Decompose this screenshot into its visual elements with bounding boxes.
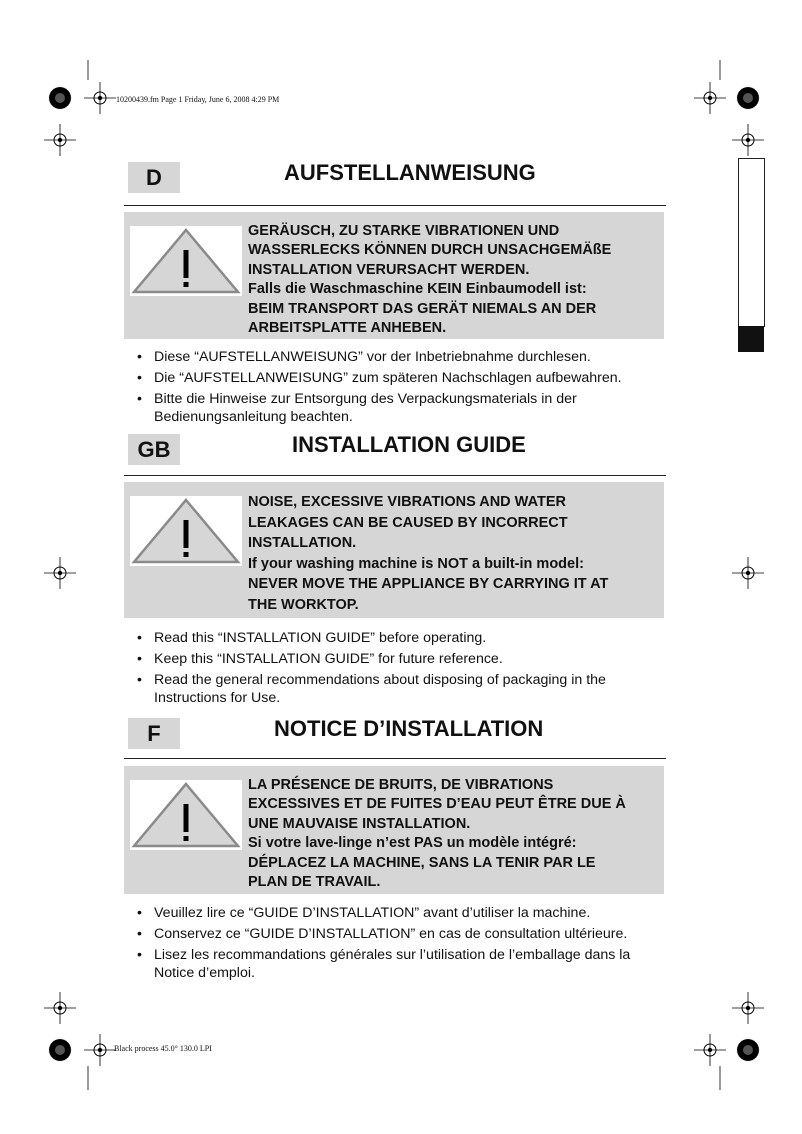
section-divider [124, 205, 666, 206]
warning-text-gb: NOISE, EXCESSIVE VIBRATIONS AND WATER LEAKAGES CAN BE CAUSED BY INCORRECT INSTALLATION. If your washing machine is NOT a built-in model: NEVER MOVE THE APPLIANCE BY CARRYING IT AT THE WORKTOP. [248, 494, 609, 613]
warning-triangle-icon [130, 780, 242, 850]
list-item: • Die “AUFSTELLANWEISUNG” zum späteren Nachschlagen aufbewahren. [134, 369, 694, 387]
reg-mark-top-right [694, 82, 764, 156]
warning-text-fr: LA PRÉSENCE DE BRUITS, DE VIBRATIONS EXCESSIVES ET DE FUITES D’EAU PEUT ÊTRE DUE À UNE MAUVAISE INSTALLATION. Si votre lave-linge n’est PAS un modèle intégré: DÉPLACEZ LA MACHINE, SANS LA TENIR PAR LE PLAN DE TRAVAIL. [248, 777, 626, 891]
reg-mark-bottom-right [694, 992, 764, 1066]
list-item: • Read the general recommendations about disposing of packaging in the Instructions for Use. [134, 671, 664, 707]
print-footer: Black process 45.0° 130.0 LPI [114, 1044, 212, 1053]
reg-mark-mid-left [44, 557, 76, 589]
list-item: • Diese “AUFSTELLANWEISUNG” vor der Inbetriebnahme durchlesen. [134, 348, 694, 366]
reg-mark-mid-right [732, 557, 764, 589]
reg-mark-bottom-left [44, 992, 116, 1066]
bullet-list-fr [134, 904, 694, 985]
list-item: • Veuillez lire ce “GUIDE D’INSTALLATION” avant d’utiliser la machine. [134, 904, 694, 922]
section-divider [124, 475, 666, 476]
list-item: • Lisez les recommandations générales sur l’utilisation de l’emballage dans la Notice d’emploi. [134, 946, 664, 982]
section-title-gb: INSTALLATION GUIDE [292, 432, 526, 457]
reg-mark-top-left [44, 82, 116, 156]
language-tab-fr: F [128, 718, 180, 749]
print-header: 10200439.fm Page 1 Friday, June 6, 2008 4:29 PM [116, 95, 280, 104]
warning-triangle-icon [130, 226, 242, 296]
bullet-list-de [134, 348, 694, 429]
language-tab-gb: GB [128, 434, 180, 465]
section-title-de: AUFSTELLANWEISUNG [284, 160, 536, 185]
warning-box-de [124, 212, 664, 339]
warning-box-gb [124, 482, 664, 618]
warning-text-de: GERÄUSCH, ZU STARKE VIBRATIONEN UND WASSERLECKS KÖNNEN DURCH UNSACHGEMÄßE INSTALLATION VERURSACHT WERDEN. Falls die Waschmaschine KEIN Einbaumodell ist: BEIM TRANSPORT DAS GERÄT NIEMALS AN DER ARBEITSPLATTE ANHEBEN. [248, 223, 612, 337]
warning-triangle-icon [130, 496, 242, 566]
warning-triangle-panel [130, 780, 242, 850]
section-title-fr: NOTICE D’INSTALLATION [274, 716, 544, 741]
language-tab-de: D [128, 162, 180, 193]
section-divider [124, 758, 666, 759]
warning-triangle-panel [130, 226, 242, 296]
list-item: • Bitte die Hinweise zur Entsorgung des Verpackungsmaterials in der Bedienungsanleitung beachten. [134, 390, 644, 426]
list-item: • Read this “INSTALLATION GUIDE” before operating. [134, 629, 694, 647]
list-item: • Keep this “INSTALLATION GUIDE” for future reference. [134, 650, 694, 668]
list-item: • Conservez ce “GUIDE D’INSTALLATION” en cas de consultation ultérieure. [134, 925, 694, 943]
bullet-list-gb [134, 629, 694, 710]
warning-triangle-panel [130, 496, 242, 566]
warning-box-fr [124, 766, 664, 894]
